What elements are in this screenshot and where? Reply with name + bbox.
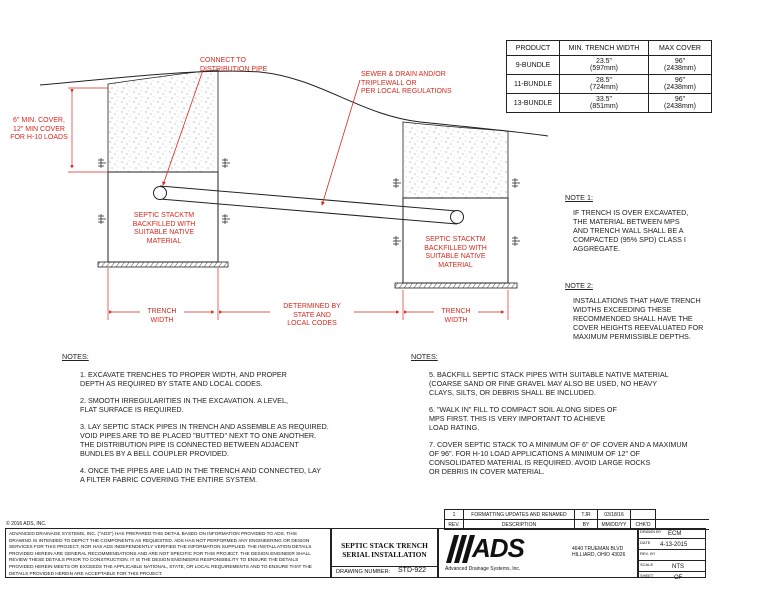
company-name: Advanced Drainage Systems, Inc. [445,566,521,572]
notes-left: NOTES: 1. EXCAVATE TRENCHES TO PROPER WIDTH, AND PROPER DEPTH AS REQUIRED BY STATE AND LOCAL CODES. 2. SMOOTH IRREGULARITIES IN THE EXCAVATION. A LEVEL, FLAT SURFACE IS REQUIRED. 3. LAY SEPTIC STACK PIPES IN TRENCH AND ASSEMBLE AS REQUIRED. VOID PIPES ARE TO BE PLACED "BUTTED" NEXT TO ONE ANOTHER. THE DISTRIBUTION PIPE IS CONNECTED BETWEEN ADJACENT BUNDLES BY A BELL COUPLER PROVIDED. 4. ONCE THE PIPES ARE LAID IN THE TRENCH AND CONNECTED, LAY A FILTER FABRIC COVERING THE ENTIRE SYSTEM. [62,352,329,484]
info-rows: DRAWN BY ECM DATE 4-13-2015 REV. BY SCALE NTS SHEET OF [638,528,706,581]
rev-header: BY [575,520,598,530]
scale-value: NTS [672,564,684,570]
rev-chkd [631,510,656,520]
rev-header: DESCRIPTION [464,520,575,530]
sheet-value: OF [674,575,683,581]
spec-table [506,40,712,113]
sewer-label: SEWER & DRAIN AND/OR TRIPLEWALL OR PER LOCAL REGULATIONS [361,71,452,95]
right-bedding [395,283,517,288]
min-cover-label: 6" MIN. COVER, 12" MIN COVER FOR H-10 LOADS [10,117,68,141]
rev-number: 1 [445,510,464,520]
note-2-title: NOTE 2: [565,281,593,290]
disclaimer-box: ADVANCED DRAINAGE SYSTEMS, INC. ("ADS") HAS PREPARED THIS DETAIL BASED ON INFORMATION PROVIDED TO ADS. THIS DRAWING IS INTENDED TO DEPICT THE COMPONENTS AS REQUESTED. ADS HAS NOT PERFORMED ANY ENGINEERING OR DESIGN SERVICES FOR THIS PROJECT, NOR HAS ADS INDEPENDENTLY VERIFIED THE INFORMATION SUPPLIED. THE INSTALLATION DETAILS PROVIDED HEREIN ARE GENERAL RECOMMENDATIONS AND ARE NOT SPECIFIC FOR THIS PROJECT. THE DESIGN ENGINEER SHALL REVIEW THESE DETAILS PRIOR TO CONSTRUCTION. IT IS THE DESIGN ENGINEERS RESPONSIBILITY TO ENSURE THE DETAILS PROVIDED HEREIN MEETS OR EXCEEDS THE APPLICABLE NATIONAL, STATE, OR LOCAL REQUIREMENTS AND TO ENSURE THAT THE DETAILS PROVIDED HEREIN ARE ACCEPTABLE FOR THIS PROJECT. [5,528,331,578]
left-bedding [98,262,228,267]
right-pipe-end [451,211,464,224]
row-product: 9-BUNDLE [507,56,560,75]
right-cover-gravel [403,122,508,198]
septic-left-label: SEPTIC STACKTM BACKFILLED WITH SUITABLE NATIVE MATERIAL [132,212,196,245]
trench-width-left-label: TRENCH WIDTH [140,308,184,325]
drawing-number-label: DRAWING NUMBER: [336,569,391,575]
rev-spacer [656,510,710,520]
connect-pipe-label: CONNECT TO DISTRIBUTION PIPE [200,57,268,73]
drawn-by-value: ECM [668,531,682,537]
row-cover: 96" (2438mm) [649,75,712,94]
rev-header: REV. [445,520,464,530]
header-cover: MAX COVER [649,41,712,56]
row-cover: 96" (2438mm) [649,94,712,113]
notes-right-title: NOTES: [411,352,438,361]
drawing-title: SEPTIC STACK TRENCH SERIAL INSTALLATION [341,541,428,559]
rev-by: TJR [575,510,598,520]
note-2: NOTE 2: INSTALLATIONS THAT HAVE TRENCH WIDTHS EXCEEDING THESE RECOMMENDED SHALL HAVE THE COVER HEIGHTS REEVALUATED FOR MAXIMUM PERMISSIBLE DEPTHS. [565,281,704,341]
drawing-number: STD-922 [398,567,427,574]
trench-width-right-label: TRENCH WIDTH [434,308,478,325]
header-product: PRODUCT [507,41,560,56]
row-width: 33.5" (851mm) [560,94,649,113]
rev-date: 03/18/16 [598,510,631,520]
row-width: 23.5" (597mm) [560,56,649,75]
notes-right: NOTES: 5. BACKFILL SEPTIC STACK PIPES WITH SUITABLE NATIVE MATERIAL (COARSE SAND OR FINE GRAVEL MAY ALSO BE USED, NO HEAVY CLAYS, SILTS, OR DEBRIS SHALL BE INCLUDED. 6. "WALK IN" FILL TO COMPACT SOIL ALONG SIDES OF MPS FIRST. THIS IS VERY IMPORTANT TO ACHIEVE LOAD RATING. 7. COVER SEPTIC STACK TO A MINIMUM OF 6" OF COVER AND A MAXIMUM OF 96". FOR H-10 LOAD APPLICATIONS A MINIMUM OF 12" OF CONSOLIDATED MATERIAL IS REQUIRED. AVOID LARGE ROCKS OR DEBRIS IN COVER MATERIAL. [411,352,688,476]
date-value: 4-13-2015 [660,542,688,548]
copyright: © 2016 ADS, INC. [6,521,47,527]
row-product: 13-BUNDLE [507,94,560,113]
ads-logo [446,533,522,563]
soil-symbol-left [98,158,106,224]
rev-description: FORMATTING UPDATES AND RENAMED [464,510,575,520]
note-1: NOTE 1: IF TRENCH IS OVER EXCAVATED, THE MATERIAL BETWEEN MPS AND TRENCH WALL SHALL BE A COMPACTED (95% SPD) CLASS I AGGREGATE. [565,193,689,253]
header-width: MIN. TRENCH WIDTH [560,41,649,56]
rev-header: MM/DD/YY [598,520,631,530]
company-address: 4640 TRUEMAN BLVD HILLIARD, OHIO 43026 [572,546,626,558]
soil-symbol-mid [222,158,401,246]
row-cover: 96" (2438mm) [649,56,712,75]
determined-by-label: DETERMINED BY STATE AND LOCAL CODES [270,303,354,329]
septic-right-label: SEPTIC STACKTM BACKFILLED WITH SUITABLE NATIVE MATERIAL [424,236,487,269]
notes-left-title: NOTES: [62,352,89,361]
sewer-leader [322,80,360,205]
left-pipe-end [154,187,167,200]
revision-table [444,509,709,530]
note-1-title: NOTE 1: [565,193,593,202]
left-cover-gravel [108,70,218,172]
row-width: 28.5" (724mm) [560,75,649,94]
soil-symbol-right [512,178,520,246]
rev-header: CHK'D [631,520,656,530]
row-product: 11-BUNDLE [507,75,560,94]
ads-wordmark: ADS [472,533,524,563]
